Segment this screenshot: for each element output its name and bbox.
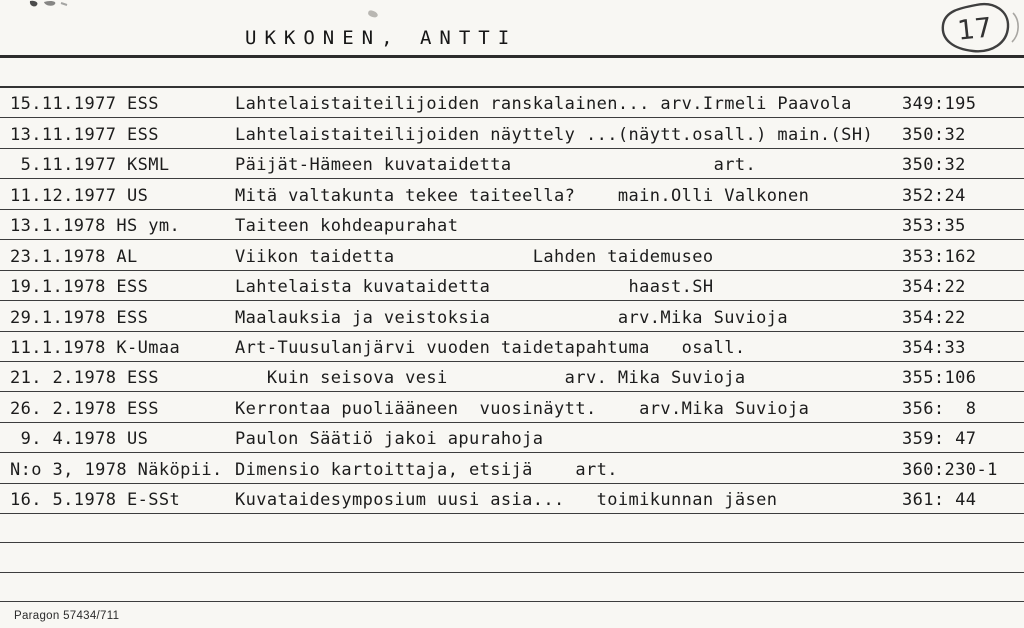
entry-ref: 361: 44 bbox=[902, 490, 977, 511]
entry-text: Viikon taidetta Lahden taidemuseo bbox=[235, 246, 714, 267]
entry-ref: 356: 8 bbox=[902, 398, 977, 419]
entry-ref: 350:32 bbox=[902, 124, 966, 145]
table-row bbox=[0, 210, 1024, 240]
entry-date: N:o 3, 1978 Näköpii. bbox=[10, 459, 223, 480]
entry-date: 11.12.1977 US bbox=[10, 185, 149, 206]
entry-date: 21. 2.1978 ESS bbox=[10, 368, 159, 389]
table-row bbox=[0, 362, 1024, 392]
entries-table bbox=[0, 86, 1024, 602]
entry-text: Lahtelaistaiteilijoiden ranskalainen... arv.Irmeli Paavola bbox=[235, 94, 852, 115]
empty-ruled-line bbox=[0, 514, 1024, 543]
entry-date: 11.1.1978 K-Umaa bbox=[10, 337, 181, 358]
entry-date: 15.11.1977 ESS bbox=[10, 94, 159, 115]
table-row bbox=[0, 149, 1024, 179]
entry-date: 23.1.1978 AL bbox=[10, 246, 138, 267]
entry-ref: 354:22 bbox=[902, 307, 966, 328]
table-row bbox=[0, 240, 1024, 270]
entry-date: 19.1.1978 ESS bbox=[10, 277, 149, 298]
table-row bbox=[0, 179, 1024, 209]
entry-text: Päijät-Hämeen kuvataidetta art. bbox=[235, 155, 757, 176]
table-row bbox=[0, 118, 1024, 148]
entry-ref: 353:162 bbox=[902, 246, 977, 267]
entry-date: 13.1.1978 HS ym. bbox=[10, 216, 181, 237]
table-row bbox=[0, 423, 1024, 453]
entry-date: 5.11.1977 KSML bbox=[10, 155, 170, 176]
scan-smudge bbox=[24, 0, 70, 16]
entry-text: Mitä valtakunta tekee taiteella? main.Olli Valkonen bbox=[235, 185, 810, 206]
entry-text: Lahtelaistaiteilijoiden näyttely ...(näytt.osall.) main.(SH) bbox=[235, 124, 874, 145]
table-row bbox=[0, 484, 1024, 514]
entry-date: 26. 2.1978 ESS bbox=[10, 398, 159, 419]
page-number: 17 bbox=[956, 12, 994, 47]
entry-text: Kuin seisova vesi arv. Mika Suvioja bbox=[235, 368, 746, 389]
entry-ref: 350:32 bbox=[902, 155, 966, 176]
entry-text: Kuvataidesymposium uusi asia... toimikunnan jäsen bbox=[235, 490, 778, 511]
handwritten-circle bbox=[932, 0, 1022, 58]
empty-ruled-line bbox=[0, 573, 1024, 602]
entry-ref: 354:22 bbox=[902, 277, 966, 298]
title-rule bbox=[0, 55, 1024, 58]
entry-text: Kerrontaa puoliääneen vuosinäytt. arv.Mika Suvioja bbox=[235, 398, 810, 419]
entry-ref: 352:24 bbox=[902, 185, 966, 206]
entry-ref: 359: 47 bbox=[902, 429, 977, 450]
scan-mark bbox=[367, 10, 378, 19]
table-row bbox=[0, 332, 1024, 362]
entry-text: Dimensio kartoittaja, etsijä art. bbox=[235, 459, 618, 480]
entry-ref: 355:106 bbox=[902, 368, 977, 389]
empty-ruled-line bbox=[0, 543, 1024, 572]
card-stock-brand: Paragon 57434/711 bbox=[14, 610, 120, 622]
entry-ref: 354:33 bbox=[902, 337, 966, 358]
table-row bbox=[0, 88, 1024, 118]
table-row bbox=[0, 453, 1024, 483]
entry-ref: 353:35 bbox=[902, 216, 966, 237]
entry-date: 9. 4.1978 US bbox=[10, 429, 149, 450]
entry-text: Maalauksia ja veistoksia arv.Mika Suvioja bbox=[235, 307, 789, 328]
entry-ref: 349:195 bbox=[902, 94, 977, 115]
entry-text: Lahtelaista kuvataidetta haast.SH bbox=[235, 277, 714, 298]
table-row bbox=[0, 271, 1024, 301]
entry-date: 13.11.1977 ESS bbox=[10, 124, 159, 145]
table-row bbox=[0, 392, 1024, 422]
entry-date: 16. 5.1978 E-SSt bbox=[10, 490, 181, 511]
entry-text: Taiteen kohdeapurahat bbox=[235, 216, 459, 237]
circle-stray-arc bbox=[1012, 13, 1018, 42]
entry-text: Paulon Säätiö jakoi apurahoja bbox=[235, 429, 544, 450]
table-row bbox=[0, 301, 1024, 331]
entry-text: Art-Tuusulanjärvi vuoden taidetapahtuma osall. bbox=[235, 337, 746, 358]
entry-date: 29.1.1978 ESS bbox=[10, 307, 149, 328]
entry-ref: 360:230-1 bbox=[902, 459, 998, 480]
card-title: UKKONEN, ANTTI bbox=[245, 27, 518, 49]
